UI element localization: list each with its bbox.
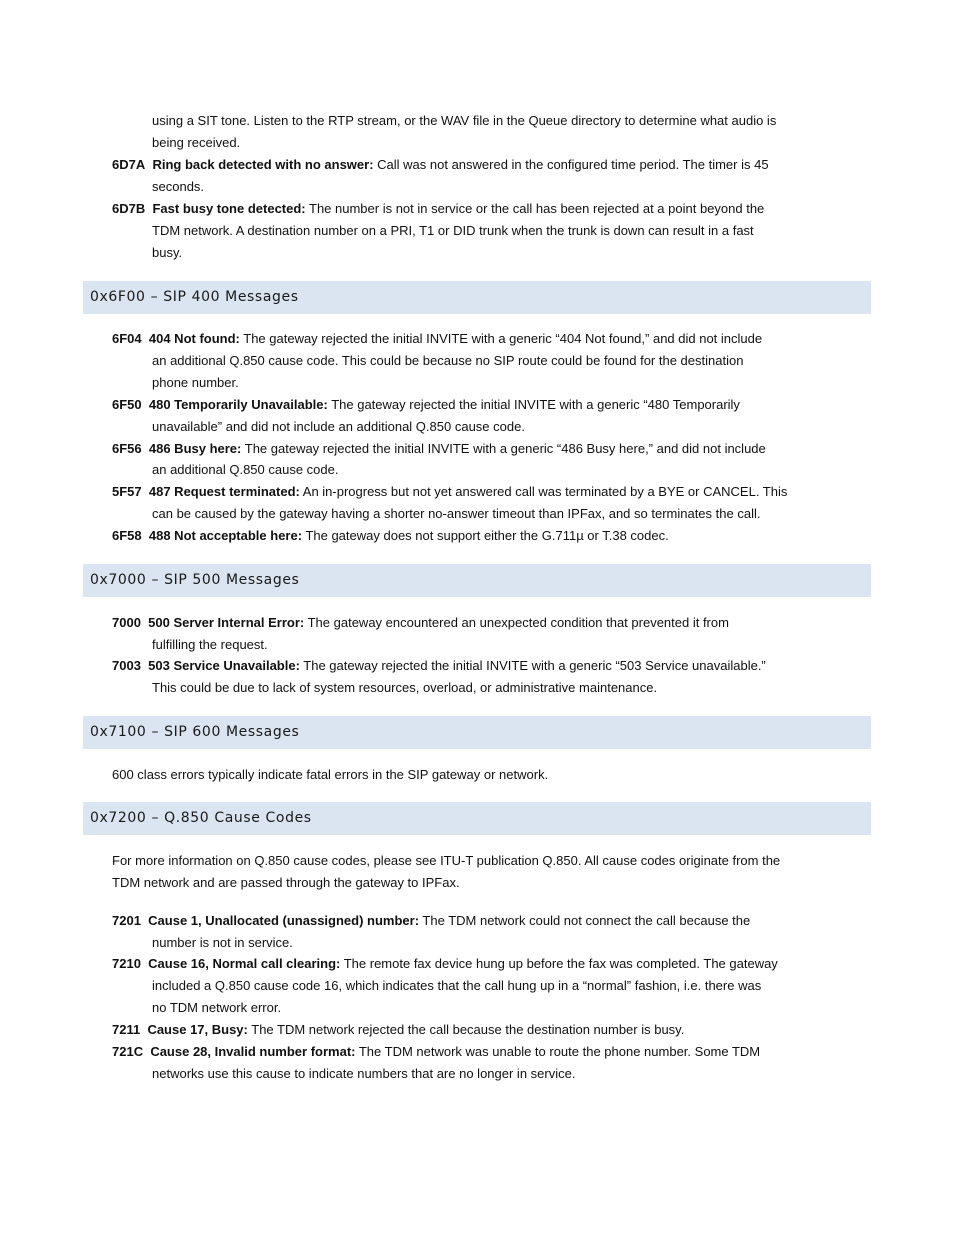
- entry-term: Cause 28, Invalid number format:: [150, 1044, 356, 1059]
- entry-term: 487 Request terminated:: [148, 484, 300, 499]
- entry-first-line: [112, 525, 669, 547]
- entry-term: 500 Server Internal Error:: [148, 615, 305, 630]
- entry-first-line: [112, 1019, 684, 1041]
- entry-description: The remote fax device hung up before the fax was completed. The gateway: [340, 956, 778, 971]
- entry-description: The TDM network was unable to route the phone number. Some TDM: [355, 1044, 761, 1059]
- entry-continuation: fulfilling the request.: [152, 637, 268, 652]
- entry-continuation: This could be due to lack of system resources, overload, or administrative maintenance.: [152, 680, 658, 695]
- entry-term: Ring back detected with no answer:: [152, 157, 374, 172]
- continuation-line: being received.: [152, 135, 241, 150]
- entry-continuation: included a Q.850 cause code 16, which indicates that the call hung up in a “normal” fashion, i.e. there was: [152, 978, 762, 993]
- entry-continuation: can be caused by the gateway having a shorter no-answer timeout than IPFax, and so terminates the call.: [152, 506, 761, 521]
- intro-line: TDM network and are passed through the gateway to IPFax.: [112, 875, 460, 890]
- entry-code: 6F58: [112, 528, 142, 543]
- entry-term: 404 Not found:: [148, 331, 240, 346]
- entry-description: The TDM network could not connect the call because the: [419, 913, 751, 928]
- entry-continuation: no TDM network error.: [152, 1000, 282, 1015]
- entry-term: Cause 17, Busy:: [147, 1022, 248, 1037]
- entry-continuation: an additional Q.850 cause code.: [152, 462, 339, 477]
- entry-continuation: networks use this cause to indicate numbers that are no longer in service.: [152, 1066, 576, 1081]
- entry-first-line: [112, 154, 769, 176]
- entry-first-line: [112, 1041, 760, 1063]
- entry-code: 7210: [112, 956, 141, 971]
- entry-code: 7003: [112, 658, 141, 673]
- entry-description: Call was not answered in the configured time period. The timer is 45: [373, 157, 769, 172]
- continuation-line: using a SIT tone. Listen to the RTP stream, or the WAV file in the Queue directory to determine what audio is: [152, 113, 777, 128]
- entry-code: 6F50: [112, 397, 142, 412]
- entry-first-line: [112, 612, 729, 634]
- entry-term: 488 Not acceptable here:: [148, 528, 303, 543]
- section-heading-text: 0x7100 – SIP 600 Messages: [90, 724, 300, 740]
- entry-term: 503 Service Unavailable:: [148, 658, 300, 673]
- entry-continuation: an additional Q.850 cause code. This could be because no SIP route could be found for the destination: [152, 353, 744, 368]
- entry-code: 6F56: [112, 441, 142, 456]
- entry-term: Cause 16, Normal call clearing:: [148, 956, 341, 971]
- entry-term: 486 Busy here:: [148, 441, 242, 456]
- entry-term: Fast busy tone detected:: [152, 201, 306, 216]
- entry-description: The TDM network rejected the call because the destination number is busy.: [247, 1022, 685, 1037]
- entry-code: 7211: [112, 1022, 141, 1037]
- entry-description: The gateway rejected the initial INVITE with a generic “486 Busy here,” and did not include: [241, 441, 766, 456]
- entry-code: 5F57: [112, 484, 142, 499]
- section-heading-text: 0x7000 – SIP 500 Messages: [90, 572, 300, 588]
- entry-description: The gateway rejected the initial INVITE with a generic “480 Temporarily: [327, 397, 740, 412]
- entry-description: The gateway does not support either the G.711µ or T.38 codec.: [302, 528, 669, 543]
- entry-continuation: number is not in service.: [152, 935, 293, 950]
- entry-description: The number is not in service or the call has been rejected at a point beyond the: [305, 201, 765, 216]
- entry-description: The gateway rejected the initial INVITE with a generic “503 Service unavailable.”: [299, 658, 766, 673]
- entry-continuation: unavailable” and did not include an additional Q.850 cause code.: [152, 419, 525, 434]
- entry-first-line: [112, 198, 764, 220]
- entry-term: Cause 1, Unallocated (unassigned) number:: [148, 913, 420, 928]
- intro-line: For more information on Q.850 cause codes, please see ITU-T publication Q.850. All cause codes originate from the: [112, 853, 781, 868]
- entry-term: 480 Temporarily Unavailable:: [148, 397, 328, 412]
- entry-description: The gateway rejected the initial INVITE with a generic “404 Not found,” and did not include: [239, 331, 763, 346]
- entry-first-line: [112, 438, 766, 460]
- entry-first-line: [112, 655, 766, 677]
- entry-continuation: busy.: [152, 245, 183, 260]
- entry-description: The gateway encountered an unexpected condition that prevented it from: [304, 615, 729, 630]
- entry-continuation: seconds.: [152, 179, 205, 194]
- entry-first-line: [112, 481, 787, 503]
- section-heading-text: 0x7200 – Q.850 Cause Codes: [90, 810, 312, 826]
- entry-first-line: [112, 910, 750, 932]
- entry-continuation: TDM network. A destination number on a PRI, T1 or DID trunk when the trunk is down can result in a fast: [152, 223, 754, 238]
- section-heading-q850: [83, 802, 871, 835]
- entry-code: 7000: [112, 615, 141, 630]
- entry-first-line: [112, 394, 740, 416]
- entry-code: 7201: [112, 913, 141, 928]
- section-heading-sip-600: [83, 716, 871, 749]
- entry-first-line: [112, 328, 762, 350]
- section-paragraph: 600 class errors typically indicate fatal errors in the SIP gateway or network.: [112, 767, 549, 782]
- section-heading-text: 0x6F00 – SIP 400 Messages: [90, 289, 299, 305]
- entry-code: 6F04: [112, 331, 142, 346]
- entry-continuation: phone number.: [152, 375, 239, 390]
- section-heading-sip-400: [83, 281, 871, 314]
- entry-first-line: [112, 953, 778, 975]
- entry-description: An in-progress but not yet answered call was terminated by a BYE or CANCEL. This: [299, 484, 788, 499]
- entry-code: 721C: [112, 1044, 144, 1059]
- entry-code: 6D7A: [112, 157, 146, 172]
- section-heading-sip-500: [83, 564, 871, 597]
- entry-code: 6D7B: [112, 201, 146, 216]
